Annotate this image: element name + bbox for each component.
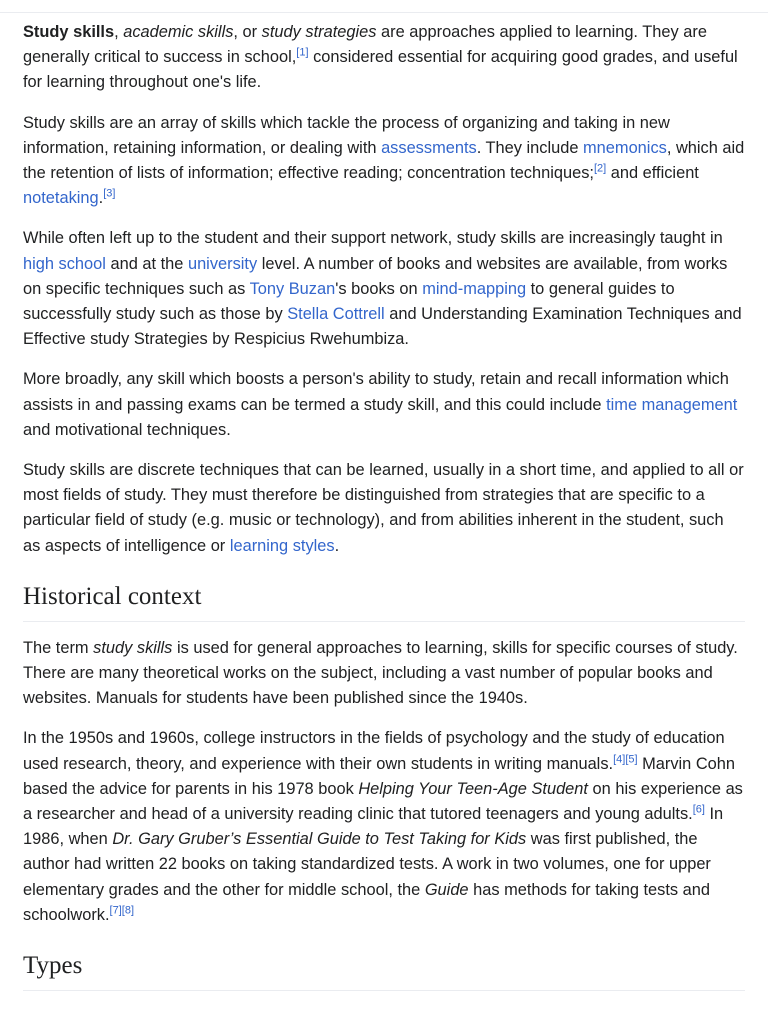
italic-term: Guide [424,880,469,899]
text: In 1986, when [23,805,724,849]
top-divider [0,12,768,13]
text: are approaches applied to learning. They are generally critical to success in school, [23,23,707,67]
section-heading-types: Types [23,952,745,991]
text: More broadly, any skill which boosts a person's ability to study, retain and recall information which assists in and passing exams can be termed a study skill, and this could include [23,370,729,414]
text: , which aid the retention of lists of information; effective reading; concentration techniques; [23,138,745,183]
link-stella-cottrell[interactable]: Stella Cottrell [287,305,385,324]
intro-paragraph-1 [23,20,745,96]
text: and Understanding Examination Techniques and Effective study Strategies by Respicius Rwehumbiza. [23,305,742,349]
link-mnemonics[interactable]: mnemonics [583,138,667,157]
citation-4[interactable]: [4] [613,753,626,766]
text: Study skills are an array of skills which tackle the process of organizing and taking in new information, retaining information, or dealing with [23,113,670,157]
italic-term: study skills [93,638,173,657]
intro-paragraph-5 [23,458,745,559]
citation-1[interactable]: [1] [296,46,309,59]
link-mind-mapping[interactable]: mind-mapping [422,279,527,298]
italic-term-study-strategies: study strategies [261,23,377,41]
citation-8[interactable]: [8] [121,904,135,917]
link-tony-buzan[interactable]: Tony Buzan [249,279,336,298]
text: , [114,23,124,41]
italic-term-academic-skills: academic skills [123,23,234,41]
text: has methods for taking tests and schoolwork. [23,880,711,924]
text: to general guides to successfully study such as those by [23,279,675,324]
citation-5[interactable]: [5] [625,753,638,766]
text: is used for general approaches to learning, skills for specific courses of study. There are many theoretical works on the subject, including a vast number of popular books and websites. Manuals for students have been published since the 1940s. [23,638,738,708]
text: was first published, the author had written 22 books on taking standardized tests. A work in two volumes, one for upper elementary grades and the other for middle school, the [23,830,711,899]
historical-paragraph-1 [23,636,745,712]
text: In the 1950s and 1960s, college instructors in the fields of psychology and the study of education used research, theory, and experience with their own students in writing manuals. [23,729,725,773]
text: level. A number of books and websites are available, from works on specific techniques such as [23,254,728,298]
text: and efficient [606,164,699,183]
text: considered essential for acquiring good grades, and useful for learning throughout one's life. [23,48,738,92]
text: 's books on [335,279,423,298]
text: . They include [476,138,584,157]
citation-6[interactable]: [6] [692,803,705,816]
link-university[interactable]: university [187,254,258,273]
text: . [98,189,104,208]
text: . [334,536,340,555]
link-notetaking[interactable]: notetaking [23,189,99,208]
citation-3[interactable]: [3] [103,187,116,200]
italic-book-title: Dr. Gary Gruber’s Essential Guide to Test Taking for Kids [112,830,527,849]
intro-paragraph-3 [23,226,745,352]
link-assessments[interactable]: assessments [381,138,477,157]
text: Study skills are discrete techniques that can be learned, usually in a short time, and applied to all or most fields of study. They must therefore be distinguished from strategies that are specific to a particular field of study (e.g. music or technology), and from abilities inherent in the student, such as aspects of intelligence or [23,461,744,555]
article-content [23,20,745,1005]
link-learning-styles[interactable]: learning styles [229,536,335,555]
text: and at the [105,254,188,273]
citation-7[interactable]: [7] [109,904,122,917]
intro-paragraph-2 [23,111,745,212]
italic-book-title: Helping Your Teen-Age Student [358,779,588,798]
citation-2[interactable]: [2] [593,162,607,175]
section-heading-historical-context: Historical context [23,583,745,622]
text: While often left up to the student and their support network, study skills are increasingly taught in [23,229,723,248]
text: Marvin Cohn based the advice for parents in his 1978 book [23,754,736,798]
intro-paragraph-4 [23,367,745,443]
text: , or [233,23,262,41]
text: and motivational techniques. [23,420,231,439]
bold-term-study-skills: Study skills [23,23,115,41]
historical-paragraph-2 [23,726,745,928]
text: The term [23,638,94,657]
link-time-management[interactable]: time management [606,395,738,414]
link-high-school[interactable]: high school [23,254,106,273]
text: on his experience as a researcher and head of a university reading clinic that tutored teenagers and young adults. [23,779,743,824]
